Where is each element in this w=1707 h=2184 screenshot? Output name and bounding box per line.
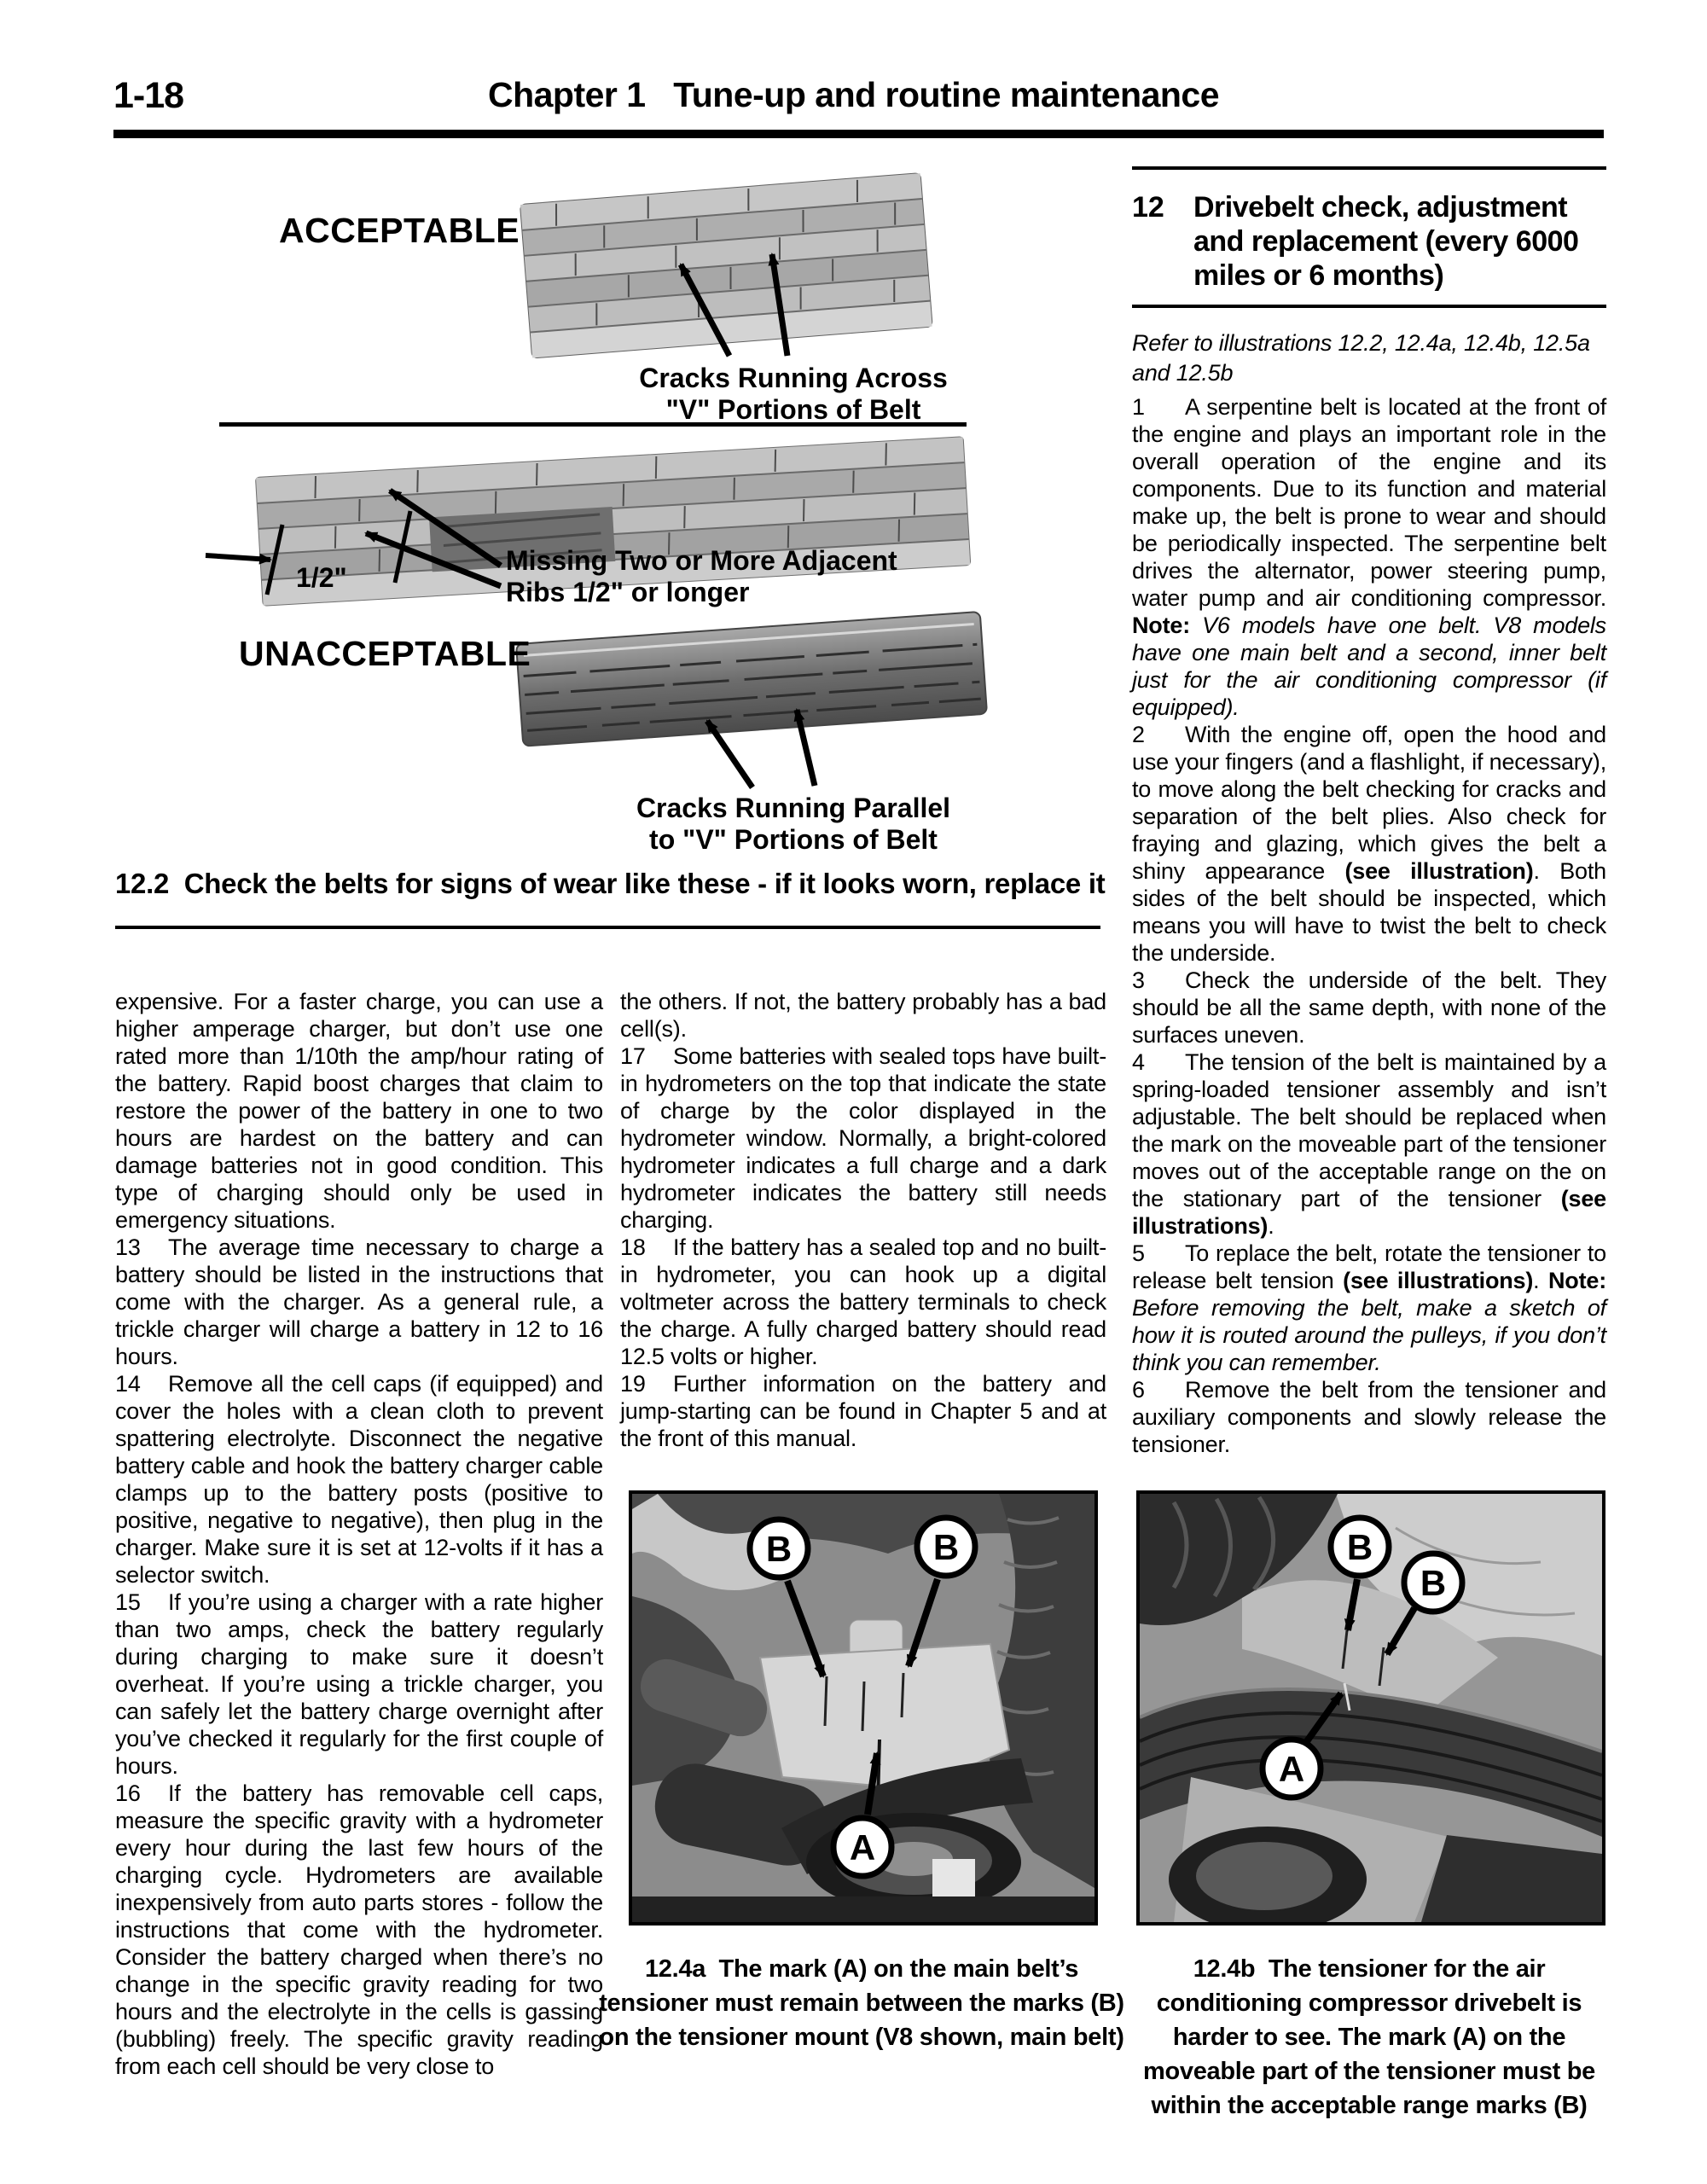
paragraph-number: 4 [1132, 1049, 1145, 1075]
glazed-belt-photo [516, 612, 987, 746]
callout-b2-letter: B [1420, 1563, 1447, 1603]
paragraph-number: 18 [620, 1234, 646, 1260]
section-rule-bottom [1132, 305, 1606, 308]
paragraph-number: 1 [1132, 394, 1145, 420]
across-callout-line2: "V" Portions of Belt [665, 394, 921, 425]
chapter-header: Chapter 1 Tune-up and routine maintenance [487, 75, 1220, 114]
callout-a [1263, 1740, 1321, 1798]
paragraph-number: 2 [1132, 722, 1145, 747]
left-text-column [115, 988, 603, 2080]
section-paragraphs [1132, 393, 1606, 1458]
callout-b1 [750, 1519, 808, 1577]
paragraph: the others. If not, the battery probably has a bad cell(s). [620, 989, 1106, 1042]
section-rule-top [1132, 166, 1606, 170]
across-callout-line1: Cracks Running Across [639, 363, 948, 393]
photo-12-4b-image [1140, 1494, 1602, 1922]
callout-b2 [917, 1518, 975, 1576]
paragraph: 18 If the battery has a sealed top and no built-in hydrometer, you can hook up a digital voltmeter across the battery terminals to check the charge. A fully charged battery should read 12.5 volts or higher. [620, 1234, 1106, 1369]
callout-b1-letter: B [765, 1529, 793, 1569]
paragraph: 17 Some batteries with sealed tops have built-in hydrometers on the top that indicate the state of charge by the color displayed in the hydrometer window. Normally, a bright-colored hydrometer indicates a full charge and a dark hydrometer indicates the battery still needs charging. [620, 1043, 1106, 1233]
page-number: 1-18 [113, 75, 184, 116]
figure-bottom-rule [115, 926, 1100, 929]
callout-b1 [1331, 1518, 1389, 1576]
callout-b2-letter: B [932, 1527, 960, 1567]
callout-b1-letter: B [1346, 1527, 1373, 1567]
header-rule [113, 130, 1604, 138]
photo-12-4a-caption: 12.4a The mark (A) on the main belt’s tensioner must remain between the marks (B) on the tensioner mount (V8 shown, main belt) [599, 1955, 1124, 2051]
section-number: 12 [1132, 191, 1164, 224]
paragraph: 6 Remove the belt from the tensioner and auxiliary components and slowly release the tensioner. [1132, 1377, 1606, 1457]
photo-12-4a-image [632, 1494, 1094, 1922]
figure-12-2-belt-wear [115, 166, 1106, 938]
paragraph: 5 To replace the belt, rotate the tensioner to release belt tension (see illustrations). Note: Before removing the belt, make a sketch of how it is routed around the pulleys, if you don’t think you can remember. [1132, 1240, 1606, 1375]
photo-12-4b [1136, 1490, 1605, 1926]
right-text-column [1132, 166, 1606, 1458]
paragraph-number: 17 [620, 1043, 646, 1069]
callout-a-letter: A [849, 1827, 876, 1867]
unacceptable-label: UNACCEPTABLE [239, 634, 531, 673]
callout-a [833, 1818, 891, 1876]
photo-12-4b-caption: 12.4b The tensioner for the air conditioning compressor drivebelt is harder to see. The mark (A) on the moveable part of the tensioner must be within the acceptable range marks (B) [1142, 1955, 1596, 2119]
middle-text-column [620, 988, 1106, 1452]
missing-callout-text [506, 545, 924, 608]
missing-callout-line1: Missing Two or More Adjacent [506, 545, 897, 576]
paragraph-number: 13 [115, 1234, 141, 1260]
paragraph: 4 The tension of the belt is maintained by a spring-loaded tensioner assembly and isn’t adjustable. The belt should be replaced when the mark on the moveable part of the tensioner moves out of the acceptable range on the on the stationary part of the tensioner (see illustrations). [1132, 1049, 1606, 1239]
paragraph-number: 6 [1132, 1377, 1145, 1403]
paragraph: expensive. For a faster charge, you can use a higher amperage charger, but don’t use one rated more than 1/10th the amp/hour rating of the battery. Rapid boost charges that claim to restore the power of the battery in one to two hours are hardest on the battery and can damage batteries not in good condition. This type of charging should only be used in emergency situations. [115, 989, 603, 1233]
paragraph-number: 19 [620, 1371, 646, 1397]
paragraph-number: 3 [1132, 967, 1145, 993]
section-heading [1132, 190, 1606, 293]
paragraph: 15 If you’re using a charger with a rate higher than two amps, check the battery regularly during charging to make sure it doesn’t overheat. If you’re using a trickle charger, you can safely let the battery charge overnight after you’ve checked it regularly for the first couple of hours. [115, 1589, 603, 1779]
paragraph-number: 14 [115, 1371, 141, 1397]
photo-12-4a [629, 1490, 1098, 1926]
figure-12-2-caption: 12.2 Check the belts for signs of wear like these - if it looks worn, replace it [115, 868, 1106, 899]
paragraph: 14 Remove all the cell caps (if equipped) and cover the holes with a clean cloth to prevent spattering electrolyte. Disconnect the negative battery cable and hook the battery charger cable clamps up to the battery posts (positive to positive, negative to negative), then plug in the charger. Make sure it is set at 12-volts if it has a selector switch. [115, 1371, 603, 1588]
paragraph: 3 Check the underside of the belt. They should be all the same depth, with none of the surfaces uneven. [1132, 967, 1606, 1048]
callout-b2 [1404, 1554, 1462, 1612]
parallel-callout-text [627, 793, 960, 856]
missing-callout-line2: Ribs 1/2" or longer [506, 577, 750, 607]
across-callout-text [627, 363, 960, 426]
paragraph: 1 A serpentine belt is located at the front of the engine and plays an important role in the overall operation of the engine and its components. Due to its function and material make up, the belt is prone to wear and should be periodically inspected. The serpentine belt drives the alternator, power steering pump, water pump and air conditioning compressor. Note: V6 models have one belt. V8 models have one main belt and a second, inner belt just for the air conditioning compressor (if equipped). [1132, 394, 1606, 720]
paragraph: 13 The average time necessary to charge a battery should be listed in the instructions that come with the charger. As a general rule, a trickle charger will charge a battery in 12 to 16 hours. [115, 1234, 603, 1369]
acceptable-label: ACCEPTABLE [279, 211, 520, 250]
acceptable-belt-photo [520, 173, 932, 357]
paragraph: 19 Further information on the battery and jump-starting can be found in Chapter 5 and at the front of this manual. [620, 1371, 1106, 1451]
paragraph-number: 5 [1132, 1240, 1145, 1266]
parallel-callout-line1: Cracks Running Parallel [636, 793, 951, 823]
paragraph-number: 15 [115, 1589, 141, 1615]
callout-a-letter: A [1278, 1749, 1305, 1789]
paragraph: 2 With the engine off, open the hood and use your fingers (and a flashlight, if necessary), to move along the belt checking for cracks and separation of the belt plies. Also check for fraying and glazing, which gives the belt a shiny appearance (see illustration). Both sides of the belt should be inspected, which means you will have to twist the belt to check the underside. [1132, 722, 1606, 966]
paragraph: 16 If the battery has removable cell caps, measure the specific gravity with a hydrometer every hour during the last few hours of the charging cycle. Hydrometers are available inexpensively from auto parts stores - follow the instructions that come with the hydrometer. Consider the battery charged when there’s no change in the specific gravity reading for two hours and the electrolyte in the cells is gassing (bubbling) freely. The specific gravity reading from each cell should be very close to [115, 1780, 603, 2079]
half-inch-label: 1/2" [296, 562, 347, 593]
paragraph-number: 16 [115, 1780, 141, 1806]
section-title: Drivebelt check, adjustment and replacement (every 6000 miles or 6 months) [1193, 191, 1579, 292]
refer-to-illustrations-note: Refer to illustrations 12.2, 12.4a, 12.4b, 12.5a and 12.5b [1132, 330, 1590, 386]
parallel-callout-line2: to "V" Portions of Belt [649, 824, 938, 855]
